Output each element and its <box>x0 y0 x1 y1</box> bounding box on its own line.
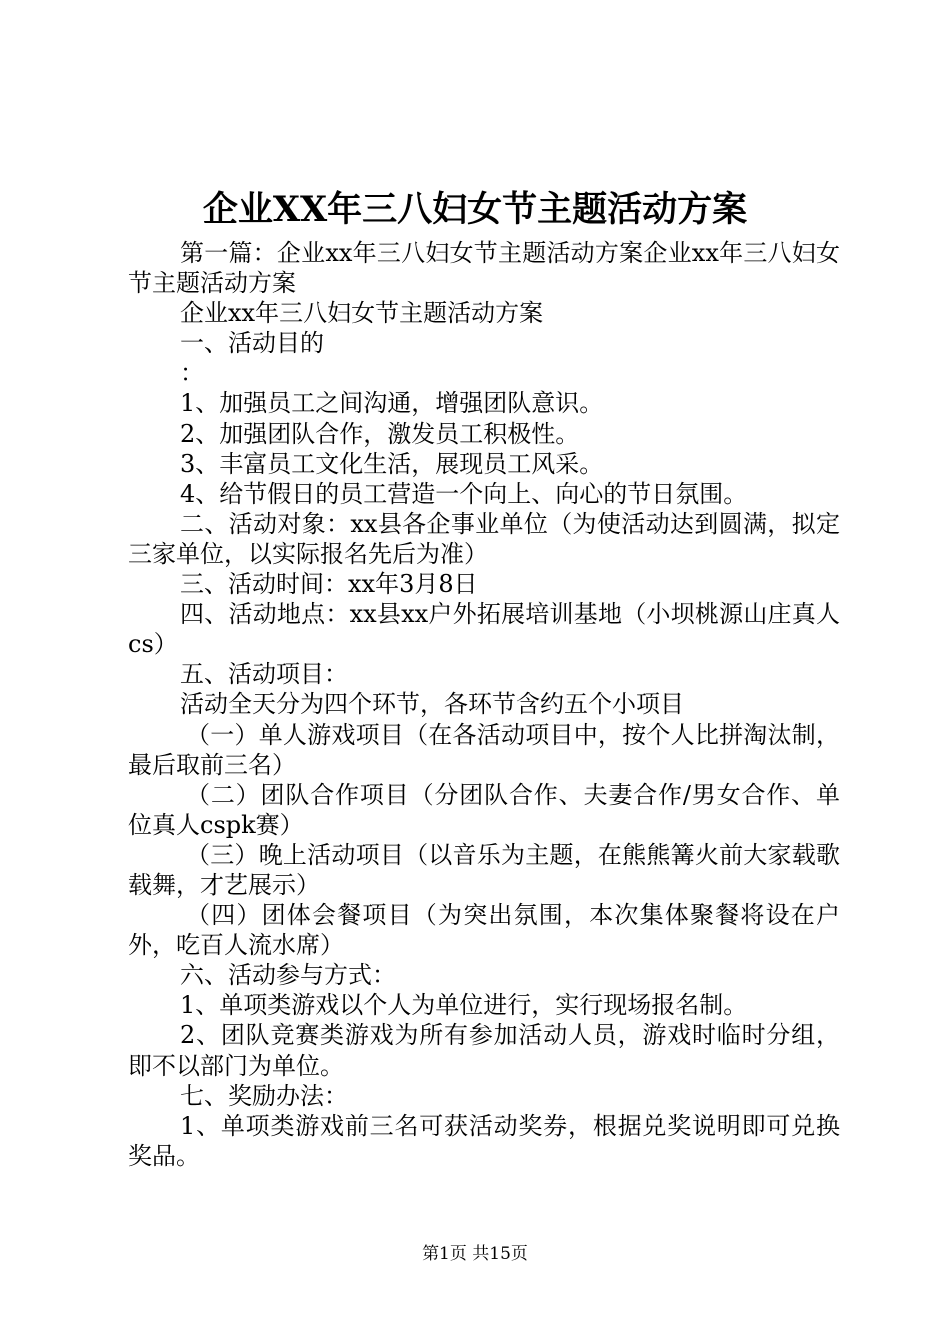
list-item: 1、单项类游戏前三名可获活动奖券，根据兑奖说明即可兑换奖品。 <box>128 1111 840 1170</box>
list-item: 2、团队竞赛类游戏为所有参加活动人员，游戏时临时分组，即不以部门为单位。 <box>128 1021 840 1080</box>
list-item: （三）晚上活动项目（以音乐为主题，在熊熊篝火前大家载歌载舞，才艺展示） <box>128 840 840 899</box>
section-heading: 一、活动目的 <box>180 329 324 358</box>
page-number: 第1页 共15页 <box>422 1244 528 1264</box>
section-heading: 四、活动地点：xx县xx户外拓展培训基地（小坝桃源山庄真人cs） <box>128 600 840 659</box>
section-heading: 三、活动时间：xx年3月8日 <box>180 570 478 599</box>
list-item: （二）团队合作项目（分团队合作、夫妻合作/男女合作、单位真人cspk赛） <box>128 780 840 839</box>
section-heading: 五、活动项目： <box>180 660 348 689</box>
document-body <box>128 238 840 1171</box>
list-item: 2、加强团队合作，激发员工积极性。 <box>180 419 580 448</box>
list-item: 1、加强员工之间沟通，增强团队意识。 <box>180 389 604 418</box>
document-title: 企业XX年三八妇女节主题活动方案 <box>202 189 748 230</box>
section-heading: 七、奖励办法： <box>180 1081 348 1110</box>
paragraph: 企业xx年三八妇女节主题活动方案 <box>180 299 544 328</box>
section-heading: 六、活动参与方式： <box>180 961 396 990</box>
list-item: 1、单项类游戏以个人为单位进行，实行现场报名制。 <box>180 991 748 1020</box>
list-item: 3、丰富员工文化生活，展现员工风采。 <box>180 449 604 478</box>
list-item: （一）单人游戏项目（在各活动项目中，按个人比拼淘汰制，最后取前三名） <box>128 720 840 779</box>
paragraph: 第一篇：企业xx年三八妇女节主题活动方案企业xx年三八妇女节主题活动方案 <box>128 239 840 298</box>
paragraph: 活动全天分为四个环节，各环节含约五个小项目 <box>180 690 684 719</box>
list-item: （四）团体会餐项目（为突出氛围，本次集体聚餐将设在户外，吃百人流水席） <box>128 901 840 960</box>
section-heading: 二、活动对象：xx县各企事业单位（为使活动达到圆满，拟定三家单位，以实际报名先后为准） <box>128 509 840 568</box>
paragraph: ： <box>180 359 204 388</box>
list-item: 4、给节假日的员工营造一个向上、向心的节日氛围。 <box>180 479 748 508</box>
